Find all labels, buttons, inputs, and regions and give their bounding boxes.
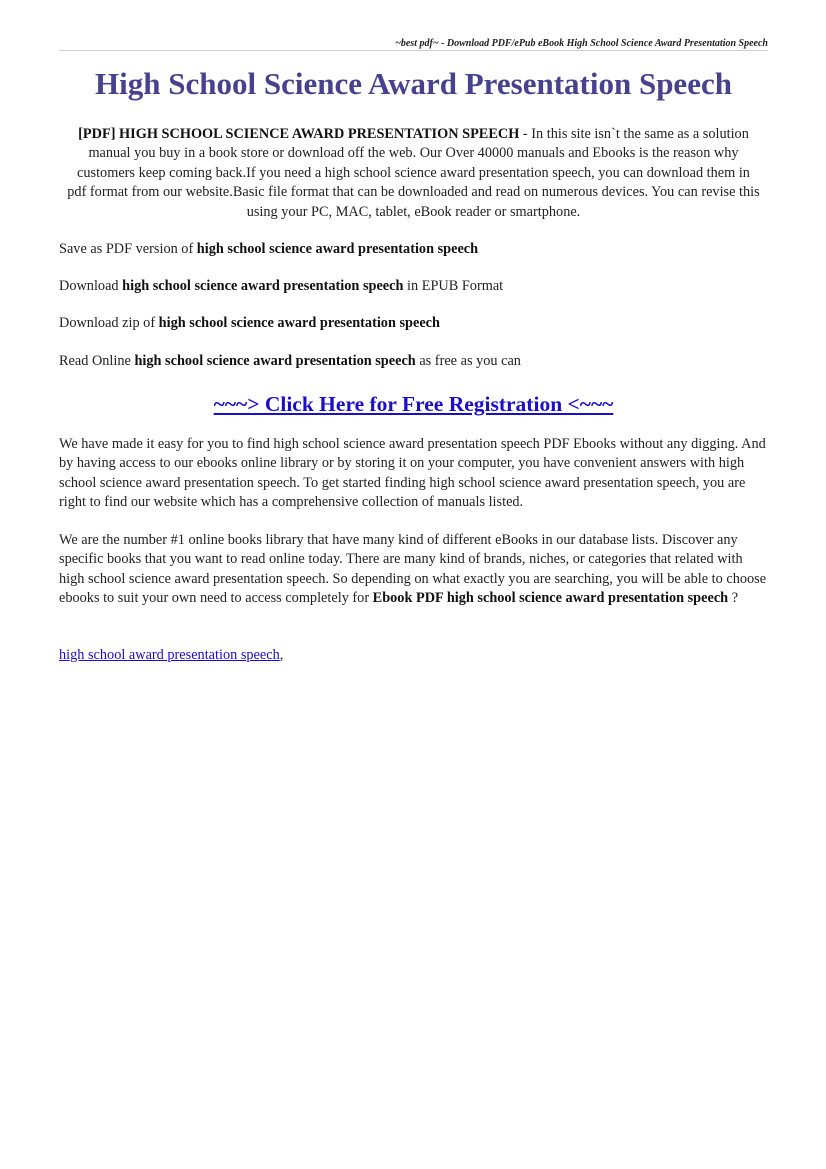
- format-line-suffix: as free as you can: [415, 353, 521, 369]
- registration-cta: [59, 390, 768, 418]
- related-tag-link[interactable]: high school award presentation speech: [59, 647, 280, 663]
- body-paragraph-1: We have made it easy for you to find high school science award presentation speech PDF Ebooks without any digging. And by having access to our ebooks online library or by storing it on your computer, you have convenient answers with high school science award presentation speech. To get started finding high school science award presentation speech, you are right to find our website which has a comprehensive collection of manuals listed.: [59, 436, 766, 511]
- related-tag-separator: ,: [279, 647, 284, 663]
- intro-text: - In this site isn`t the same as a solution manual you buy in a book store or download off the web. Our Over 40000 manuals and Ebooks is the reason why customers keep coming back.If you need a high school science award presentation speech, you can download them in pdf format from our website.Basic file format that can be downloaded and read on numerous devices. You can revise this using your PC, MAC, tablet, eBook reader or smartphone.: [67, 126, 760, 220]
- format-line-keyword: high school science award presentation speech: [158, 315, 440, 331]
- format-line-keyword: high school science award presentation speech: [122, 278, 404, 294]
- body-paragraph-2-text: We are the number #1 online books library that have many kind of different eBooks in our database lists. Discover any specific books that you want to read online today. There are many kind of brands, niches, or categories that related with high school science award presentation speech. So depending on what exactly you are searching, you will be able to choose ebooks to suit your own need to access completely for: [59, 532, 767, 607]
- format-line-keyword: high school science award presentation speech: [196, 241, 479, 257]
- intro-paragraph: [67, 125, 760, 222]
- format-line-pdf: [59, 240, 478, 259]
- related-tags: [59, 646, 283, 665]
- format-line-prefix: Download: [59, 278, 123, 294]
- format-line-prefix: Read Online: [59, 353, 135, 369]
- format-line-zip: [59, 314, 440, 333]
- page-title: High School Science Award Presentation Speech: [95, 66, 732, 101]
- format-line-prefix: Download zip of: [59, 315, 159, 331]
- body-paragraph-2-keyword: Ebook PDF high school science award presentation speech: [372, 590, 729, 607]
- intro-lead: [PDF] HIGH SCHOOL SCIENCE AWARD PRESENTATION SPEECH: [78, 126, 520, 142]
- body-paragraph-2: [59, 531, 768, 609]
- format-line-prefix: Save as PDF version of: [59, 241, 197, 257]
- running-header: ~best pdf~ - Download PDF/ePub eBook High School Science Award Presentation Speech: [395, 38, 768, 49]
- header-divider: [59, 50, 768, 51]
- body-paragraph-2-suffix: ?: [728, 590, 739, 607]
- format-line-online: [59, 352, 521, 371]
- format-line-epub: [59, 277, 503, 296]
- format-line-suffix: in EPUB Format: [403, 278, 504, 294]
- format-line-keyword: high school science award presentation speech: [134, 353, 416, 369]
- free-registration-link[interactable]: ~~~> Click Here for Free Registration <~~~: [213, 392, 614, 416]
